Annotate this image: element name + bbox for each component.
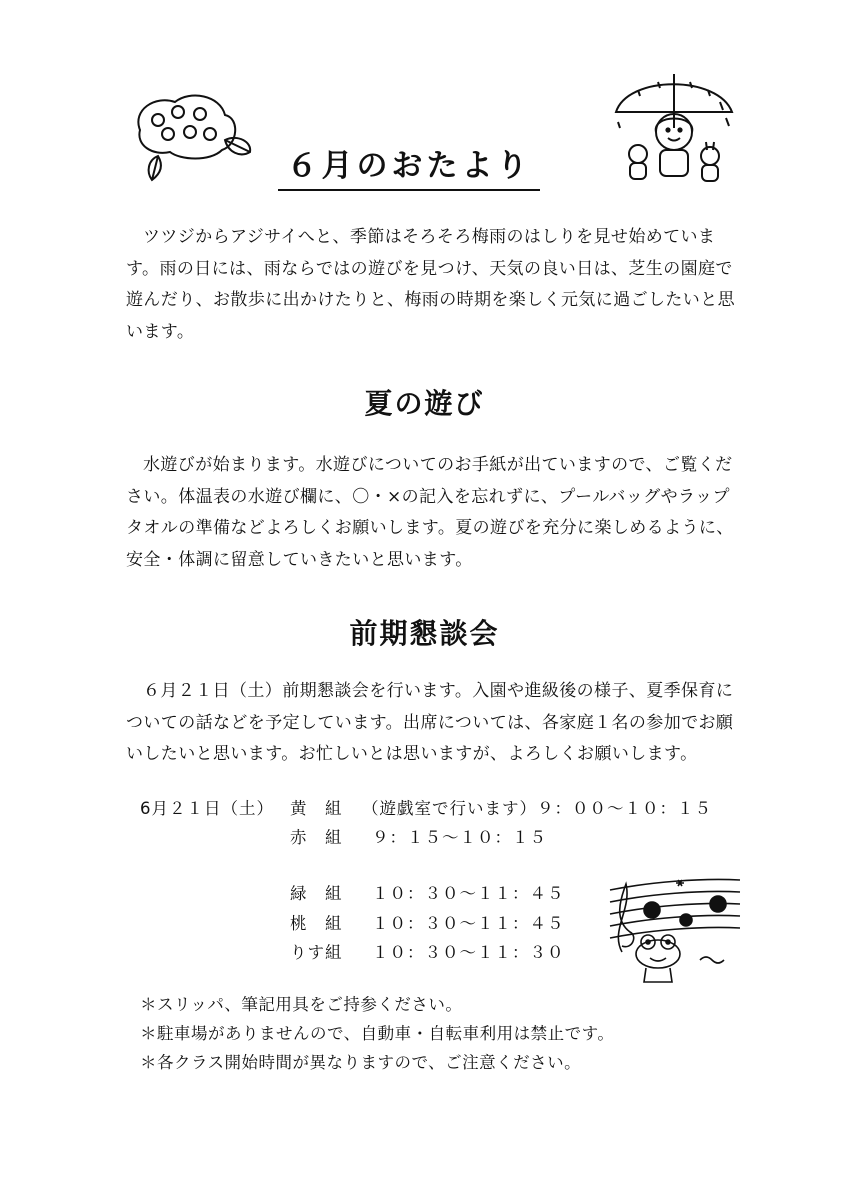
- schedule-group: りす組: [290, 943, 343, 962]
- schedule-group: 赤 組: [290, 828, 343, 847]
- schedule-time: １０：３０〜１１：３０: [372, 943, 565, 962]
- schedule-time: （遊戯室で行います）９：００〜１０：１５: [362, 799, 712, 818]
- schedule-time: ９：１５〜１０：１５: [372, 828, 547, 847]
- summer-paragraph: 水遊びが始まります。水遊びについてのお手紙が出ていますので、ご覧ください。体温表の水遊び欄に、〇・×の記入を忘れずに、プールバッグやラップタオルの準備などよろしくお願いします。夏の遊びを充分に楽しめるように、安全・体調に留意していきたいと思います。: [126, 455, 734, 570]
- schedule-group: 緑 組: [290, 884, 343, 903]
- frog-music-illustration-icon: [600, 870, 750, 985]
- schedule-group: 桃 組: [290, 914, 343, 933]
- lion-umbrella-illustration-icon: [608, 70, 738, 190]
- schedule-time: １０：３０〜１１：４５: [372, 914, 565, 933]
- meeting-date: 6月２１日（土）: [140, 799, 274, 818]
- note-item: ＊駐車場がありませんので、自動車・自転車利用は禁止です。: [140, 1024, 615, 1043]
- hydrangea-illustration-icon: [130, 90, 255, 185]
- meeting-paragraph: ６月２１日（土）前期懇談会を行います。入園や進級後の様子、夏季保育についての話などを予定しています。出席については、各家庭１名の参加でお願いしたいと思います。お忙しいとは思いますが、よろしくお願いします。: [126, 681, 734, 764]
- meeting-heading: 前期懇談会: [349, 617, 500, 650]
- summer-heading: 夏の遊び: [364, 387, 485, 420]
- schedule-group: 黄 組: [290, 799, 343, 818]
- notes-list: [140, 990, 614, 1077]
- schedule-time: １０：３０〜１１：４５: [372, 884, 565, 903]
- note-item: ＊各クラス開始時間が異なりますので、ご注意ください。: [140, 1053, 582, 1072]
- intro-paragraph: ツツジからアジサイへと、季節はそろそろ梅雨のはしりを見せ始めています。雨の日には、雨ならではの遊びを見つけ、天気の良い日は、芝生の園庭で遊んだり、お散歩に出かけたりと、梅雨の時期を楽しく元気に過ごしたいと思います。: [126, 227, 735, 342]
- page-title: ６月のおたより: [278, 140, 540, 191]
- note-item: ＊スリッパ、筆記用具をご持参ください。: [140, 995, 463, 1014]
